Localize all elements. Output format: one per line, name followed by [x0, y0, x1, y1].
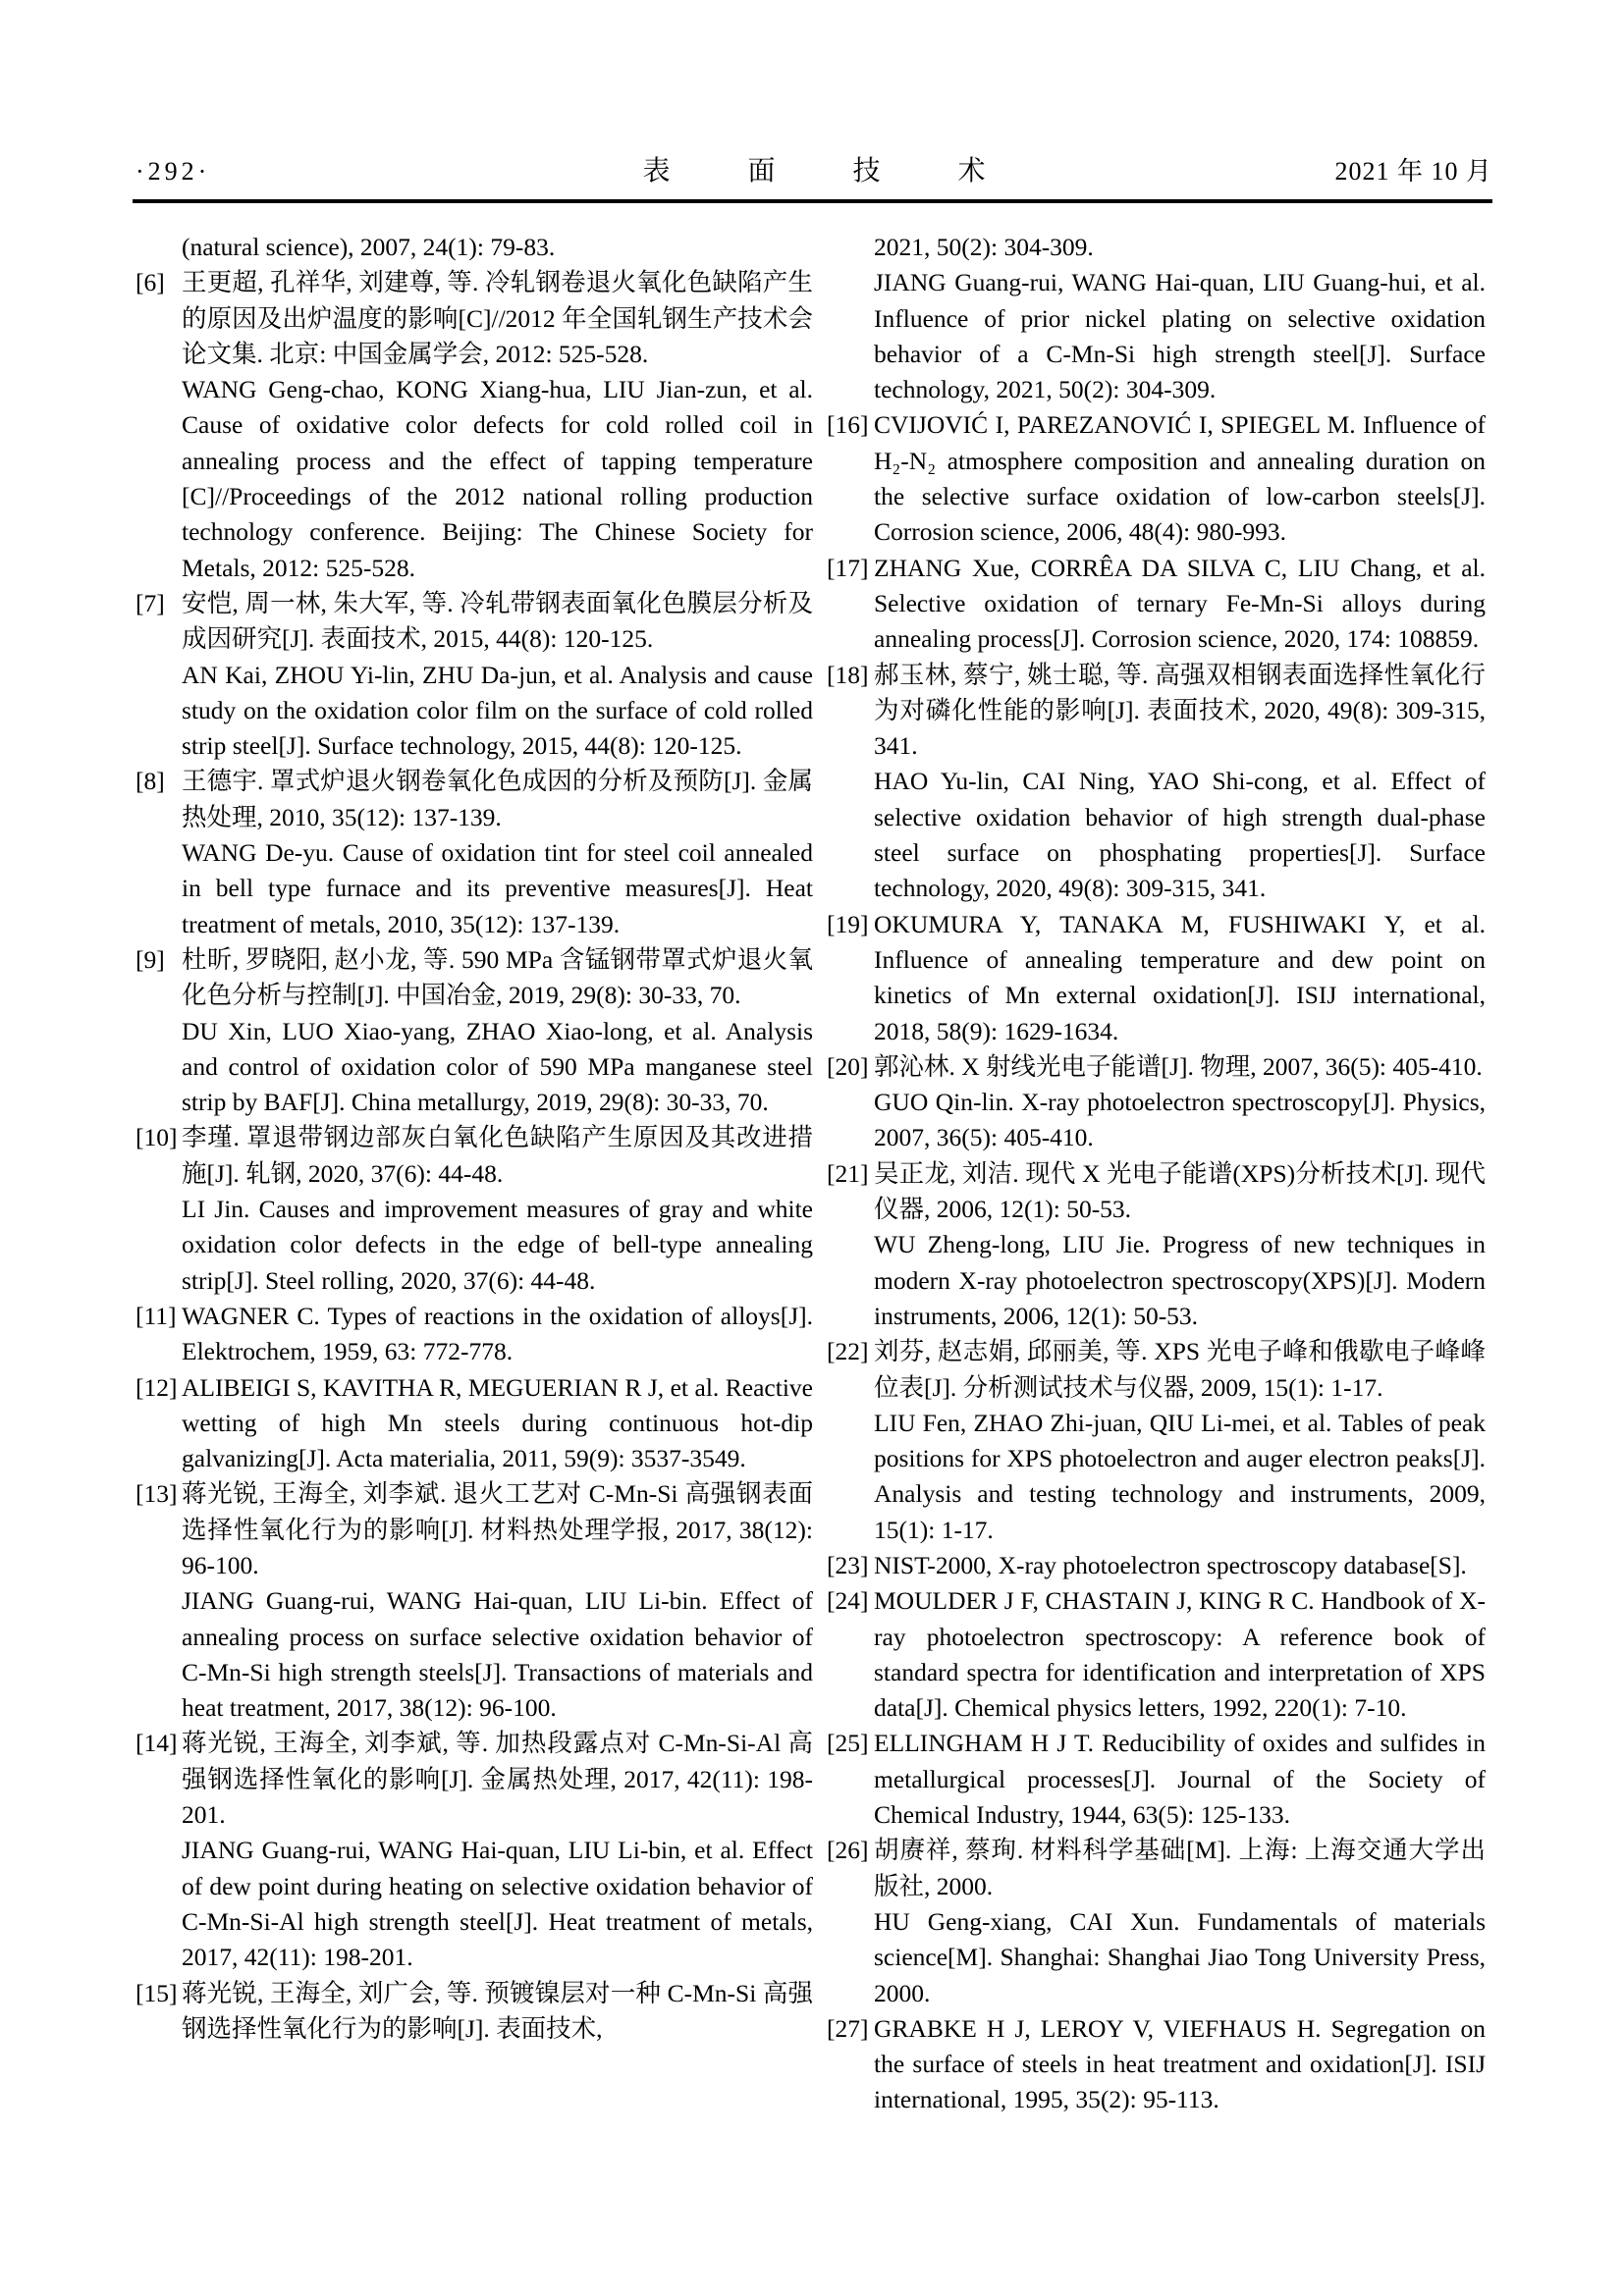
reference-text: 郝玉林, 蔡宁, 姚士聪, 等. 高强双相钢表面选择性氧化行为对磷化性能的影响[J]. 表面技术, 2020, 49(8): 309-315, 341.	[874, 660, 1486, 761]
reference-number: [13]	[135, 1479, 178, 1509]
reference-body	[182, 942, 813, 1120]
reference-body	[874, 2011, 1486, 2118]
reference-body	[182, 1120, 813, 1298]
reference-number: [26]	[827, 1836, 869, 1865]
reference-text: JIANG Guang-rui, WANG Hai-quan, LIU Li-bin, et al. Effect of dew point during heating on selective oxidation behavior of C-Mn-Si-Al high strength steel[J]. Heat treatment of metals, 2017, 42(11): 198-201.	[182, 1836, 813, 1972]
reference-text: 2021, 50(2): 304-309.	[874, 233, 1094, 261]
reference-body	[182, 265, 813, 586]
reference-number: [20]	[827, 1051, 869, 1081]
reference-text: 王德宇. 罩式炉退火钢卷氧化色成因的分析及预防[J]. 金属热处理, 2010, 35(12): 137-139.	[182, 767, 813, 831]
reference-text: HAO Yu-lin, CAI Ning, YAO Shi-cong, et al. Effect of selective oxidation behavior of high strength dual-phase steel surface on phosphating properties[J]. Surface technology, 2020, 49(8): 309-315, 341.	[874, 767, 1486, 903]
reference-text: WANG De-yu. Cause of oxidation tint for steel coil annealed in bell type furnace and its preventive measures[J]. Heat treatment of metals, 2010, 35(12): 137-139.	[182, 838, 813, 938]
reference-number: [25]	[827, 1729, 869, 1758]
reference-number: [15]	[135, 1978, 178, 2007]
reference-item	[135, 764, 813, 941]
reference-body	[874, 907, 1486, 1049]
reference-number: [6]	[135, 268, 165, 297]
reference-body	[182, 1476, 813, 1726]
reference-item	[827, 1156, 1486, 1334]
reference-number: [23]	[827, 1550, 869, 1579]
reference-text: 胡赓祥, 蔡珣. 材料科学基础[M]. 上海: 上海交通大学出版社, 2000.	[874, 1836, 1486, 1900]
reference-item	[827, 1583, 1486, 1726]
reference-text: 安恺, 周一林, 朱大军, 等. 冷轧带钢表面氧化色膜层分析及成因研究[J]. 表面技术, 2015, 44(8): 120-125.	[182, 588, 813, 654]
reference-body	[874, 1049, 1486, 1156]
reference-text: WANG Geng-chao, KONG Xiang-hua, LIU Jian-zun, et al. Cause of oxidative color defects for cold rolled coil in annealing process and the effect of tapping temperature [C]//Proceedings of the 2012 national rolling production technology conference. Beijing: The Chinese Society for Metals, 2012: 525-528.	[182, 375, 813, 582]
issue-date: 2021 年 10 月	[1334, 157, 1492, 186]
reference-text: 吴正龙, 刘洁. 现代 X 光电子能谱(XPS)分析技术[J]. 现代仪器, 2006, 12(1): 50-53.	[874, 1158, 1486, 1224]
reference-text: 蒋光锐, 王海全, 刘广会, 等. 预镀镍层对一种 C-Mn-Si 高强钢选择性氧化行为的影响[J]. 表面技术,	[182, 1978, 813, 2043]
reference-text: LIU Fen, ZHAO Zhi-juan, QIU Li-mei, et al. Tables of peak positions for XPS photoelectron and auger electron peaks[J]. Analysis and testing technology and instruments, 2009, 15(1): 1-17.	[874, 1408, 1486, 1544]
reference-body	[874, 1334, 1486, 1548]
reference-item	[135, 1726, 813, 1975]
reference-text: 李瑾. 罩退带钢边部灰白氧化色缺陷产生原因及其改进措施[J]. 轧钢, 2020, 37(6): 44-48.	[182, 1123, 813, 1188]
reference-number: [8]	[135, 767, 165, 796]
reference-item	[135, 1476, 813, 1726]
reference-body	[874, 407, 1486, 550]
reference-body	[874, 230, 1486, 407]
reference-number: [10]	[135, 1123, 178, 1152]
reference-item	[827, 1049, 1486, 1156]
reference-text: GRABKE H J, LEROY V, VIEFHAUS H. Segregation on the surface of steels in heat treatment and oxidation[J]. ISIJ international, 1995, 35(2): 95-113.	[874, 2013, 1486, 2114]
reference-text: ELLINGHAM H J T. Reducibility of oxides and sulfides in metallurgical processes[J]. Journal of the Society of Chemical Industry, 1944, 63(5): 125-133.	[874, 1729, 1486, 1830]
reference-item	[135, 942, 813, 1120]
reference-item	[827, 907, 1486, 1049]
reference-body	[182, 1976, 813, 2048]
reference-number: [21]	[827, 1158, 869, 1188]
reference-number: [12]	[135, 1372, 178, 1402]
reference-text: OKUMURA Y, TANAKA M, FUSHIWAKI Y, et al. Influence of annealing temperature and dew point on kinetics of Mn external oxidation[J]. ISIJ international, 2018, 58(9): 1629-1634.	[874, 909, 1486, 1045]
reference-text: LI Jin. Causes and improvement measures of gray and white oxidation color defects in the edge of bell-type annealing strip[J]. Steel rolling, 2020, 37(6): 44-48.	[182, 1195, 813, 1295]
reference-number: [16]	[827, 410, 869, 440]
reference-body	[874, 1726, 1486, 1833]
reference-body	[182, 230, 813, 265]
references-column-left	[135, 230, 813, 2118]
reference-item	[827, 1548, 1486, 1583]
reference-text: 蒋光锐, 王海全, 刘李斌. 退火工艺对 C-Mn-Si 高强钢表面选择性氧化行为的影响[J]. 材料热处理学报, 2017, 38(12): 96-100.	[182, 1479, 813, 1579]
reference-number: [27]	[827, 2013, 869, 2043]
reference-body	[874, 1833, 1486, 2010]
reference-text: NIST-2000, X-ray photoelectron spectroscopy database[S].	[874, 1550, 1467, 1579]
references-column-right	[827, 230, 1486, 2118]
reference-item	[827, 1726, 1486, 1833]
reference-text: AN Kai, ZHOU Yi-lin, ZHU Da-jun, et al. Analysis and cause study on the oxidation color film on the surface of cold rolled strip steel[J]. Surface technology, 2015, 44(8): 120-125.	[182, 660, 813, 761]
reference-item	[135, 1120, 813, 1298]
reference-text: ALIBEIGI S, KAVITHA R, MEGUERIAN R J, et al. Reactive wetting of high Mn steels during continuous hot-dip galvanizing[J]. Acta materialia, 2011, 59(9): 3537-3549.	[182, 1372, 813, 1473]
reference-number: [11]	[135, 1301, 177, 1330]
reference-body	[874, 658, 1486, 907]
reference-number: [17]	[827, 553, 869, 582]
reference-number: [24]	[827, 1586, 869, 1616]
reference-body	[182, 764, 813, 941]
reference-body	[182, 1726, 813, 1975]
reference-text: 杜昕, 罗晓阳, 赵小龙, 等. 590 MPa 含锰钢带罩式炉退火氧化色分析与控制[J]. 中国冶金, 2019, 29(8): 30-33, 70.	[182, 944, 813, 1010]
reference-text: CVIJOVIĆ I, PAREZANOVIĆ I, SPIEGEL M. Influence of H₂-N₂ atmosphere composition and annealing duration on the selective surface oxidation of low-carbon steels[J]. Corrosion science, 2006, 48(4): 980-993.	[874, 410, 1486, 547]
reference-number: [9]	[135, 944, 165, 974]
reference-text: WU Zheng-long, LIU Jie. Progress of new techniques in modern X-ray photoelectron spectroscopy(XPS)[J]. Modern instruments, 2006, 12(1): 50-53.	[874, 1230, 1486, 1330]
reference-text: 刘芬, 赵志娟, 邱丽美, 等. XPS 光电子峰和俄歇电子峰峰位表[J]. 分析测试技术与仪器, 2009, 15(1): 1-17.	[874, 1337, 1486, 1402]
reference-item	[135, 1299, 813, 1370]
reference-body	[182, 1299, 813, 1370]
reference-item	[827, 1833, 1486, 2010]
reference-item	[827, 2011, 1486, 2118]
reference-text: JIANG Guang-rui, WANG Hai-quan, LIU Guang-hui, et al. Influence of prior nickel plating on selective oxidation behavior of a C-Mn-Si high strength steel[J]. Surface technology, 2021, 50(2): 304-309.	[874, 268, 1486, 404]
reference-text: DU Xin, LUO Xiao-yang, ZHAO Xiao-long, et al. Analysis and control of oxidation color of 590 MPa manganese steel strip by BAF[J]. China metallurgy, 2019, 29(8): 30-33, 70.	[182, 1016, 813, 1117]
reference-text: 郭沁林. X 射线光电子能谱[J]. 物理, 2007, 36(5): 405-410.	[874, 1051, 1483, 1081]
reference-number: [19]	[827, 909, 869, 938]
reference-number: [14]	[135, 1729, 178, 1758]
reference-item	[135, 1976, 813, 2048]
reference-body	[182, 1370, 813, 1477]
reference-text: GUO Qin-lin. X-ray photoelectron spectroscopy[J]. Physics, 2007, 36(5): 405-410.	[874, 1088, 1486, 1152]
journal-title: 表 面 技 术	[642, 156, 1021, 187]
reference-text: (natural science), 2007, 24(1): 79-83.	[182, 233, 556, 261]
reference-text: WAGNER C. Types of reactions in the oxidation of alloys[J]. Elektrochem, 1959, 63: 772-778.	[182, 1301, 813, 1366]
running-head	[135, 152, 1492, 191]
reference-item	[827, 230, 1486, 407]
reference-body	[182, 586, 813, 764]
reference-item	[827, 1334, 1486, 1548]
reference-body	[874, 1156, 1486, 1334]
reference-number: [22]	[827, 1337, 869, 1366]
reference-item	[827, 551, 1486, 658]
header-rule	[133, 199, 1492, 203]
reference-number: [7]	[135, 588, 165, 617]
reference-text: 王更超, 孔祥华, 刘建尊, 等. 冷轧钢卷退火氧化色缺陷产生的原因及出炉温度的影响[C]//2012 年全国轧钢生产技术会论文集. 北京: 中国金属学会, 2012: 525-528.	[182, 268, 813, 368]
reference-item	[135, 230, 813, 265]
reference-item	[135, 265, 813, 586]
reference-item	[827, 407, 1486, 550]
reference-item	[135, 586, 813, 764]
reference-text: ZHANG Xue, CORRÊA DA SILVA C, LIU Chang, et al. Selective oxidation of ternary Fe-Mn-Si alloys during annealing process[J]. Corrosion science, 2020, 174: 108859.	[874, 553, 1486, 654]
reference-text: MOULDER J F, CHASTAIN J, KING R C. Handbook of X-ray photoelectron spectroscopy: A reference book of standard spectra for identification and interpretation of XPS data[J]. Chemical physics letters, 1992, 220(1): 7-10.	[874, 1586, 1486, 1723]
reference-text: 蒋光锐, 王海全, 刘李斌, 等. 加热段露点对 C-Mn-Si-Al 高强钢选择性氧化的影响[J]. 金属热处理, 2017, 42(11): 198-201.	[182, 1729, 813, 1830]
page-number: ·292·	[135, 157, 211, 186]
references-section	[135, 230, 1486, 2118]
reference-text: JIANG Guang-rui, WANG Hai-quan, LIU Li-bin. Effect of annealing process on surface selective oxidation behavior of C-Mn-Si high strength steels[J]. Transactions of materials and heat treatment, 2017, 38(12): 96-100.	[182, 1586, 813, 1723]
reference-body	[874, 551, 1486, 658]
reference-item	[135, 1370, 813, 1477]
reference-number: [18]	[827, 660, 869, 689]
reference-text: HU Geng-xiang, CAI Xun. Fundamentals of materials science[M]. Shanghai: Shanghai Jiao Tong University Press, 2000.	[874, 1906, 1486, 2007]
reference-body	[874, 1583, 1486, 1726]
reference-item	[827, 658, 1486, 907]
reference-body	[874, 1548, 1486, 1583]
